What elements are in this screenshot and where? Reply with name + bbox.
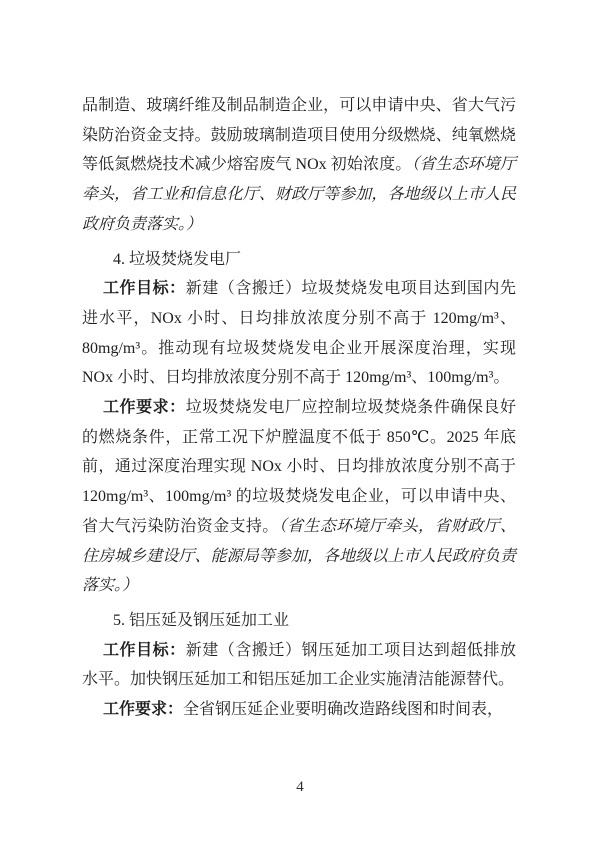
paragraph-work-goal-steel-rolling	[82, 636, 516, 695]
paragraph-body: 新建（含搬迁）钢压延加工项目达到超低排放水平。加快钢压延加工和铝压延加工企业实施清洁能源替代。	[82, 641, 516, 689]
work-goal-label: 工作目标：	[103, 641, 186, 659]
paragraph-body: 全省钢压延企业要明确改造路线图和时间表，	[183, 701, 504, 719]
section-heading-aluminum-steel-rolling	[82, 606, 516, 636]
work-requirement-label: 工作要求：	[103, 399, 186, 417]
page-number: 4	[296, 779, 304, 795]
paragraph-body: 品制造、玻璃纤维及制品制造企业，可以申请中央、省大气污染防治资金支持。鼓励玻璃制造项目使用分级燃烧、纯氧燃烧等低氮燃烧技术减少熔窑废气 NOx 初始浓度。	[82, 97, 516, 174]
document-body	[82, 91, 516, 725]
paragraph-body: 垃圾焚烧发电厂应控制垃圾焚烧条件确保良好的燃烧条件，正常工况下炉膛温度不低于 850℃。2025 年底前，通过深度治理实现 NOx 小时、日均排放浓度分别不高于 120mg/m³、100mg/m³ 的垃圾焚烧发电企业，可以申请中央、省大气污染防治资金支持。	[82, 399, 516, 535]
paragraph-work-goal-waste-incineration	[82, 274, 516, 393]
section-heading-waste-incineration-plant	[82, 245, 516, 275]
paragraph-work-requirement-steel-rolling	[82, 695, 516, 725]
work-goal-label: 工作目标：	[103, 280, 186, 298]
responsibility-note: （省生态环境厅牵头，省工业和信息化厅、财政厅等参加，各地级以上市人民政府负责落实。）	[82, 156, 516, 233]
section-heading-text: 4. 垃圾焚烧发电厂	[113, 250, 242, 268]
section-heading-text: 5. 铝压延及钢压延加工业	[113, 611, 290, 629]
paragraph-body: 新建（含搬迁）垃圾焚烧发电项目达到国内先进水平，NOx 小时、日均排放浓度分别不高于 120mg/m³、80mg/m³。推动现有垃圾焚烧发电企业开展深度治理，实现 NOx 小时、日均排放浓度分别不高于 120mg/m³、100mg/m³。	[82, 280, 516, 387]
paragraph-work-requirement-waste-incineration	[82, 393, 516, 601]
work-requirement-label: 工作要求：	[103, 701, 184, 719]
responsibility-note: （省生态环境厅牵头，省财政厅、住房城乡建设厅、能源局等参加，各地级以上市人民政府负责落实。）	[82, 517, 516, 595]
paragraph-glass-manufacturing	[82, 91, 516, 240]
